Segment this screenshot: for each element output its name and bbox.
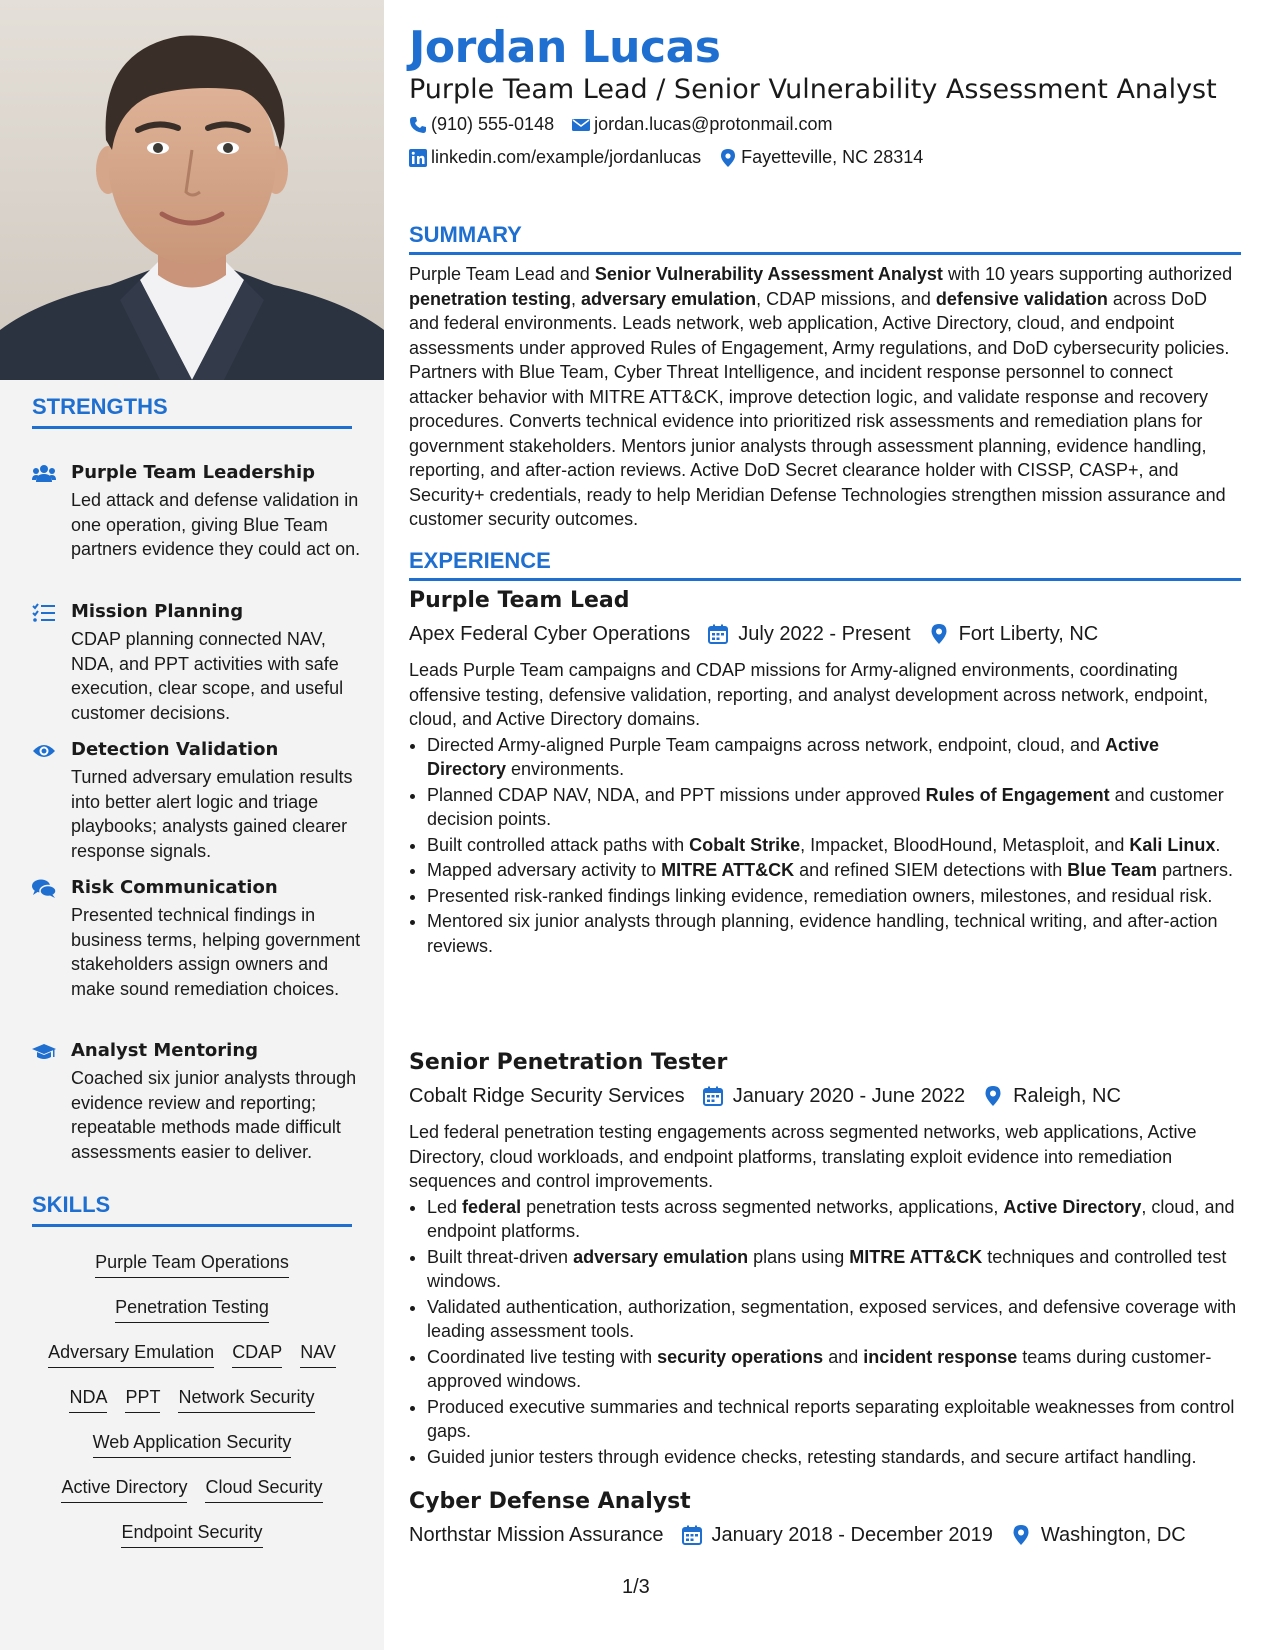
text-run: Built threat-driven: [427, 1246, 574, 1267]
eye-icon: [32, 741, 56, 761]
job-entry: [409, 1050, 1241, 1469]
job-bullet: [427, 858, 1241, 883]
emphasis-text: Active Directory: [427, 734, 1160, 779]
job-location: [1011, 1524, 1186, 1547]
job-dates: [708, 623, 910, 646]
job-meta: [409, 1519, 1241, 1551]
text-run: Purple Team Lead and: [409, 264, 595, 284]
job-dates: [682, 1524, 993, 1547]
text-run: Presented risk-ranked findings linking evidence, remediation owners, milestones, and residual risk.: [427, 885, 1213, 906]
candidate-title: Purple Team Lead / Senior Vulnerability Assessment Analyst: [409, 74, 1217, 105]
strength-text: Led attack and defense validation in one operation, giving Blue Team partners evidence they could act on.: [71, 490, 361, 559]
company-name: Apex Federal Cyber Operations: [409, 622, 691, 645]
job-bullet: [427, 909, 1241, 958]
emphasis-text: incident response: [863, 1346, 1018, 1367]
calendar-icon: [682, 1525, 702, 1545]
emphasis-text: adversary emulation: [581, 288, 757, 309]
job-bullet: [427, 1445, 1241, 1470]
emphasis-text: Kali Linux: [1129, 834, 1216, 855]
emphasis-text: security operations: [657, 1346, 824, 1367]
skill-tag: Cloud Security: [205, 1477, 322, 1503]
job-title: Senior Penetration Tester: [409, 1050, 728, 1075]
text-run: , Impacket, BloodHound, Metasploit, and: [800, 834, 1130, 855]
skill-tag: PPT: [125, 1387, 160, 1413]
skill-row: [32, 1387, 352, 1432]
strength-item: [32, 877, 362, 1017]
job-bullets: [409, 1195, 1241, 1470]
job-bullet: [427, 1245, 1241, 1294]
job-dates: [703, 1085, 965, 1108]
job-location-text: Raleigh, NC: [1013, 1084, 1121, 1107]
company-name: Cobalt Ridge Security Services: [409, 1084, 685, 1107]
skill-row: [32, 1477, 352, 1522]
text-run: partners.: [1156, 860, 1233, 880]
job-meta: [409, 1080, 1241, 1112]
emphasis-text: Cobalt Strike: [689, 834, 801, 855]
text-run: Guided junior testers through evidence checks, retesting standards, and secure artifact handling.: [427, 1446, 1197, 1467]
job-bullet: [427, 833, 1241, 858]
users-icon: [32, 464, 56, 484]
strength-title: Purple Team Leadership: [71, 462, 316, 483]
text-run: Produced executive summaries and technical reports separating exploitable weaknesses from control gaps.: [427, 1396, 1235, 1441]
strength-title: Analyst Mentoring: [71, 1040, 259, 1061]
text-run: Mentored six junior analysts through planning, evidence handling, technical writing, and after-action reviews.: [427, 911, 1218, 956]
location-contact: [719, 147, 923, 168]
text-run: Directed Army-aligned Purple Team campaigns across network, endpoint, cloud, and: [427, 734, 1106, 755]
text-run: Built controlled attack paths with: [427, 834, 690, 855]
text-run: techniques and controlled test windows.: [427, 1246, 1227, 1291]
job-bullet: [427, 884, 1241, 909]
contact-row: [409, 114, 832, 135]
job-location-text: Fort Liberty, NC: [958, 622, 1099, 645]
skill-row: [32, 1432, 352, 1477]
candidate-name: Jordan Lucas: [409, 22, 721, 73]
map-pin-icon: [929, 624, 949, 644]
contact-row: [409, 147, 923, 168]
skill-row: [32, 1522, 352, 1567]
job-dates-text: July 2022 - Present: [738, 622, 911, 645]
emphasis-text: Active Directory: [1003, 1196, 1142, 1217]
skills-heading: SKILLS: [32, 1192, 352, 1227]
location-text: Fayetteville, NC 28314: [741, 147, 924, 167]
job-bullet: [427, 733, 1241, 782]
skill-row: [32, 1342, 352, 1387]
comments-icon: [32, 879, 56, 899]
skills-list: [32, 1252, 352, 1567]
skill-row: [32, 1252, 352, 1297]
experience-heading: EXPERIENCE: [409, 548, 1241, 581]
job-entry: [409, 588, 1241, 958]
page-number: 1/3: [622, 1576, 650, 1598]
job-location: [983, 1085, 1121, 1108]
text-run: environments.: [506, 759, 625, 779]
strength-item: [32, 601, 362, 721]
strength-item: [32, 462, 362, 582]
job-bullet: [427, 1295, 1241, 1344]
company-name: Northstar Mission Assurance: [409, 1523, 664, 1546]
text-run: , CDAP missions, and: [756, 288, 936, 309]
job-location-text: Washington, DC: [1040, 1523, 1186, 1546]
strength-text: CDAP planning connected NAV, NDA, and PPT activities with safe execution, clear scope, and useful customer decisions.: [71, 629, 344, 723]
job-bullet: [427, 1345, 1241, 1394]
text-run: with 10 years supporting authorized: [942, 264, 1233, 284]
emphasis-text: penetration testing: [409, 288, 572, 309]
text-run: across DoD and federal environments. Leads network, web application, Active Directory, cloud, and endpoint assessments under approved Rules of Engagement, Army regulations, and DoD cybersecurity policies. Partners with Blue Team, Cyber Threat Intelligence, and incident response personnel to connect attacker behavior with MITRE ATT&CK, improve detection logic, and validate response and recovery procedures. Converts technical evidence into prioritized risk assessments and remediation plans for government stakeholders. Mentors junior analysts through assessment planning, evidence handling, reporting, and after-action reviews. Active DoD Secret clearance holder with CISSP, CASP+, and Security+ credentials, ready to help Meridian Defense Technologies strengthen mission assurance and customer security outcomes.: [409, 288, 1230, 529]
skill-tag: Adversary Emulation: [48, 1342, 214, 1368]
skill-tag: Endpoint Security: [121, 1522, 262, 1548]
summary-text: [409, 262, 1241, 532]
strength-title: Detection Validation: [71, 739, 279, 760]
text-run: plans using: [748, 1246, 850, 1267]
sidebar: [0, 0, 384, 1650]
text-run: and: [823, 1346, 864, 1367]
graduation-cap-icon: [32, 1042, 56, 1062]
email-text: jordan.lucas@protonmail.com: [594, 114, 833, 134]
skill-tag: Web Application Security: [93, 1432, 292, 1458]
calendar-icon: [708, 624, 728, 644]
email-contact[interactable]: [572, 114, 832, 135]
text-run: Led: [427, 1196, 463, 1217]
emphasis-text: defensive validation: [935, 288, 1108, 309]
skill-row: [32, 1297, 352, 1342]
emphasis-text: MITRE ATT&CK: [661, 860, 795, 880]
emphasis-text: federal: [462, 1196, 522, 1217]
job-title: Purple Team Lead: [409, 588, 630, 613]
map-pin-icon: [1011, 1525, 1031, 1545]
strength-title: Risk Communication: [71, 877, 278, 898]
text-run: teams during customer-approved windows.: [427, 1346, 1212, 1391]
text-run: and customer decision points.: [427, 784, 1224, 829]
map-pin-icon: [983, 1086, 1003, 1106]
strength-text: Presented technical findings in business terms, helping government stakeholders assign owners and make sound remediation choices.: [71, 905, 361, 999]
job-description: Leads Purple Team campaigns and CDAP missions for Army-aligned environments, coordinating offensive testing, defensive validation, reporting, and analyst development across network, endpoint, cloud, and Active Directory domains.: [409, 660, 1209, 729]
portrait-image: [0, 0, 384, 380]
skill-tag: CDAP: [232, 1342, 282, 1368]
phone-contact[interactable]: [409, 114, 554, 135]
emphasis-text: MITRE ATT&CK: [849, 1246, 983, 1267]
linkedin-contact[interactable]: [409, 147, 701, 168]
phone-icon: [409, 116, 427, 134]
text-run: Validated authentication, authorization, segmentation, exposed services, and defensive coverage with leading assessment tools.: [427, 1296, 1237, 1341]
linkedin-icon: [409, 149, 427, 167]
job-location: [929, 623, 1099, 646]
text-run: Coordinated live testing with: [427, 1346, 658, 1367]
job-meta: [409, 618, 1241, 650]
skill-tag: Active Directory: [61, 1477, 187, 1503]
strength-title: Mission Planning: [71, 601, 244, 622]
linkedin-text: linkedin.com/example/jordanlucas: [431, 147, 702, 167]
emphasis-text: Rules of Engagement: [925, 784, 1110, 805]
summary-heading: SUMMARY: [409, 222, 1241, 255]
job-bullets: [409, 733, 1241, 959]
emphasis-text: Senior Vulnerability Assessment Analyst: [594, 264, 943, 284]
text-run: .: [1215, 834, 1221, 855]
phone-text: (910) 555-0148: [431, 114, 555, 134]
text-run: ,: [571, 288, 582, 309]
skill-tag: Penetration Testing: [115, 1297, 269, 1323]
job-description: Led federal penetration testing engagements across segmented networks, web applications, Active Directory, cloud workloads, and endpoint platforms, translating exploit evidence into remediation sequences and control improvements.: [409, 1122, 1197, 1191]
emphasis-text: Blue Team: [1067, 860, 1157, 880]
calendar-icon: [703, 1086, 723, 1106]
map-pin-icon: [719, 149, 737, 167]
text-run: and refined SIEM detections with: [794, 860, 1068, 880]
strength-item: [32, 1040, 362, 1180]
job-bullet: [427, 1395, 1241, 1444]
job-title: Cyber Defense Analyst: [409, 1489, 691, 1514]
text-run: Planned CDAP NAV, NDA, and PPT missions under approved: [427, 784, 926, 805]
job-dates-text: January 2018 - December 2019: [711, 1523, 993, 1546]
text-run: Mapped adversary activity to: [427, 860, 662, 880]
emphasis-text: adversary emulation: [573, 1246, 749, 1267]
job-bullet: [427, 1195, 1241, 1244]
list-check-icon: [32, 603, 56, 623]
skill-tag: NAV: [300, 1342, 336, 1368]
profile-photo: [0, 0, 384, 380]
job-dates-text: January 2020 - June 2022: [732, 1084, 966, 1107]
text-run: , cloud, and endpoint platforms.: [427, 1196, 1235, 1241]
skill-tag: Network Security: [178, 1387, 314, 1413]
envelope-icon: [572, 116, 590, 134]
skill-tag: NDA: [69, 1387, 107, 1413]
job-entry: [409, 1489, 1241, 1551]
job-bullet: [427, 783, 1241, 832]
strengths-heading: STRENGTHS: [32, 394, 352, 429]
strength-item: [32, 739, 362, 859]
strength-text: Turned adversary emulation results into better alert logic and triage playbooks; analysts gained clearer response signals.: [71, 767, 353, 861]
skill-tag: Purple Team Operations: [95, 1252, 289, 1278]
text-run: penetration tests across segmented networks, applications,: [521, 1196, 1004, 1217]
strength-text: Coached six junior analysts through evidence review and reporting; repeatable methods made difficult assessments easier to deliver.: [71, 1068, 357, 1162]
